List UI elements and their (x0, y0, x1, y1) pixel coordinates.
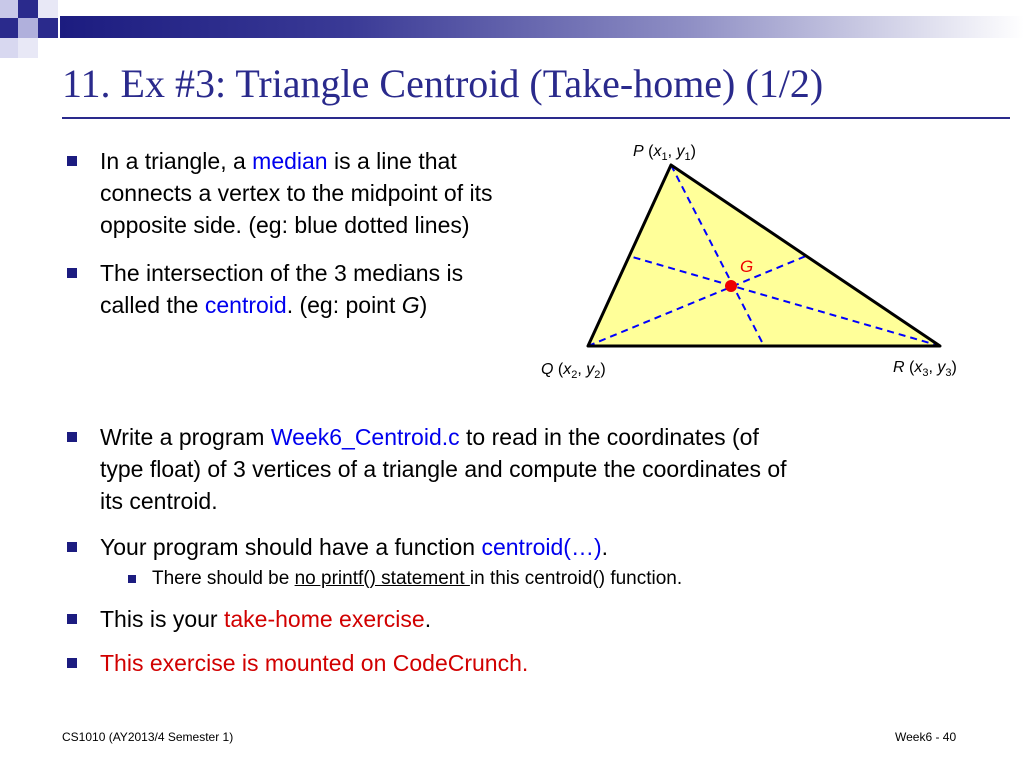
bullet-square-icon (67, 542, 77, 552)
text-line: The intersection of the 3 medians is (100, 260, 464, 286)
text-line: This exercise is mounted on CodeCrunch. (100, 650, 529, 676)
bullet-square-icon (67, 432, 77, 442)
footer-page-number: Week6 - 40 (895, 730, 957, 744)
slide-title: 11. Ex #3: Triangle Centroid (Take-home) (1/2) (62, 61, 824, 106)
centroid-point (725, 280, 737, 292)
text-line: Write a program Week6_Centroid.c to read in the coordinates (of (100, 424, 759, 450)
text-line: opposite side. (eg: blue dotted lines) (100, 212, 470, 238)
centroid-label: G (740, 257, 754, 276)
bullet-square-icon (67, 156, 77, 166)
program-filename: Week6_Centroid.c (270, 424, 460, 450)
vertex-r-label: R ($x_3$, $y_3$) (893, 359, 957, 379)
text-line: Your program should have a function centroid(…). (100, 534, 609, 560)
take-home-term: take-home exercise (223, 606, 425, 632)
vertex-q-label: Q ($x_2$, $y_2$) (541, 361, 606, 381)
footer-course: CS1010 (AY2013/4 Semester 1) (62, 730, 234, 744)
bullet-median-definition (100, 145, 492, 241)
no-printf-emphasis: no printf() statement (294, 568, 470, 589)
text-line: type float) of 3 vertices of a triangle and compute the coordinates of (100, 456, 787, 482)
bullet-square-icon (67, 268, 77, 278)
text-line: connects a vertex to the midpoint of its (100, 180, 493, 206)
text-line: There should be no printf() statement in this centroid() function. (152, 568, 683, 589)
function-name: centroid(…) (481, 534, 602, 560)
text-line: In a triangle, a median is a line that (100, 148, 457, 174)
bullet-program-task (100, 421, 787, 517)
triangle-fill (588, 165, 940, 346)
text-line: This is your take-home exercise. (100, 606, 432, 632)
text-line: its centroid. (100, 488, 218, 514)
bullet-function-requirement (100, 531, 608, 563)
title-bar-gradient (60, 16, 1024, 38)
bullet-centroid-definition (100, 257, 463, 321)
text-line: called the centroid. (eg: point G) (100, 292, 428, 318)
median-term: median (252, 148, 328, 174)
bullet-square-icon (67, 614, 77, 624)
bullet-square-icon (128, 575, 136, 583)
centroid-term: centroid (204, 292, 287, 318)
bullet-take-home (100, 603, 431, 635)
triangle-diagram (530, 130, 1000, 390)
subbullet-no-printf (152, 567, 682, 591)
title-underline (62, 117, 1010, 119)
bullet-codecrunch (100, 647, 528, 679)
vertex-p-label: P ($x_1$, $y_1$) (633, 143, 696, 163)
bullet-square-icon (67, 658, 77, 668)
